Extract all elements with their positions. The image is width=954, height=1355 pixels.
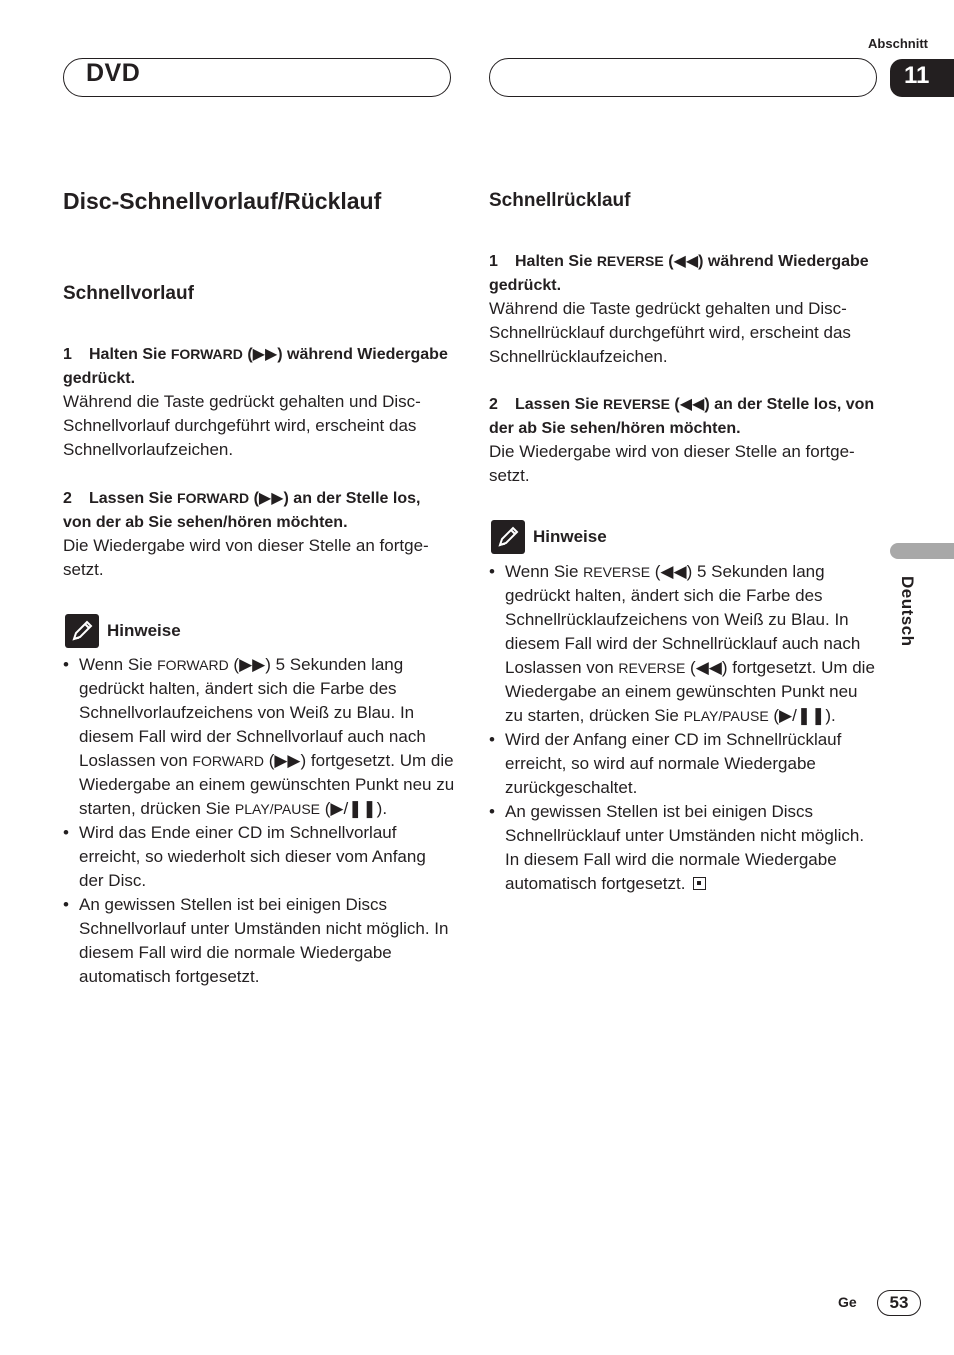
page-heading: Disc-Schnellvorlauf/Rücklauf (63, 188, 382, 214)
key-forward: FORWARD (170, 346, 243, 362)
step-text: während Wiedergabe gedrückt. (63, 346, 448, 387)
reverse-symbol: (◀◀) (668, 253, 704, 270)
bullet-text: (▶▶) 5 Sekunden lang gedrückt halten, ändert sich die Farbe des Schnellvorlaufzeichens von Weiß zu Blau. In diesem Fall wird der Schnellvorlauf auch nach Loslassen von (79, 655, 426, 770)
key-forward: FORWARD (177, 490, 250, 506)
notes-header-left (65, 614, 265, 648)
list-item: • An gewissen Stellen ist bei einigen Discs Schnellvorlauf unter Umständen nicht möglich. In diesem Fall wird die normale Wiedergabe automatisch fortgesetzt. (63, 893, 455, 989)
pencil-note-icon (491, 520, 525, 554)
pencil-note-icon (65, 614, 99, 648)
bullet-text: (▶/❚❚). (320, 799, 388, 818)
list-item: • Wird das Ende einer CD im Schnellvorlauf erreicht, so wiederholt sich dieser vom Anfang der Disc. (63, 821, 455, 893)
section-label: Abschnitt (868, 36, 928, 51)
page-number: 53 (877, 1290, 921, 1316)
step-1-reverse (489, 249, 879, 298)
bullet-text: An gewissen Stellen ist bei einigen Discs Schnellrücklauf unter Umständen nicht möglich. In diesem Fall wird die normale Wiedergabe automatisch fortgesetzt. (505, 802, 865, 893)
step-1-body: Während die Taste gedrückt gehalten und Disc-Schnellvorlauf durchgeführt wird, erscheint das Schnellvorlaufzeichen. (63, 392, 421, 459)
stop-square-icon (693, 877, 706, 890)
bullet-text: (◀◀) fortgesetzt. Um die Wiedergabe an einem gewünschten Punkt neu zu starten, drücken Sie (505, 658, 875, 725)
notes-header-right (491, 520, 691, 554)
key-reverse: REVERSE (596, 253, 664, 269)
step-2-body: Die Wiedergabe wird von dieser Stelle an fortge-setzt. (489, 442, 855, 485)
step-1-forward (63, 342, 453, 391)
forward-symbol: (▶▶) (253, 490, 289, 507)
notes-label: Hinweise (533, 527, 607, 546)
step-text: Lassen Sie (515, 396, 604, 413)
step-number: 1 (63, 346, 72, 363)
step-number: 1 (489, 253, 498, 270)
notes-list-left (63, 653, 455, 989)
language-code: Ge (838, 1294, 857, 1310)
subheading-schnellvorlauf: Schnellvorlauf (63, 283, 194, 304)
bullet-text: Wenn Sie (505, 562, 584, 581)
list-item: • Wird der Anfang einer CD im Schnellrücklauf erreicht, so wird auf normale Wiedergabe zurückgeschaltet. (489, 728, 879, 800)
step-2-reverse (489, 392, 879, 441)
header-pill-left (63, 58, 451, 97)
key-play-pause: PLAY/PAUSE (683, 708, 769, 724)
step-2-body: Die Wiedergabe wird von dieser Stelle an fortge-setzt. (63, 536, 429, 579)
subheading-schnellruecklauf: Schnellrücklauf (489, 190, 631, 211)
list-item (489, 560, 879, 728)
bullet-text: Wenn Sie (79, 655, 158, 674)
step-text: an der Stelle los, von der ab Sie sehen/hören möchten. (489, 396, 875, 437)
key-play-pause: PLAY/PAUSE (234, 801, 320, 817)
header-title: DVD (86, 59, 141, 87)
key-reverse: REVERSE (603, 396, 670, 412)
bullet-text: (▶▶) fortgesetzt. Um die Wiedergabe an einem gewünschten Punkt neu zu starten, drücken Sie (79, 751, 455, 818)
step-text: Halten Sie (89, 346, 171, 363)
step-text: Lassen Sie (89, 490, 178, 507)
step-2-forward (63, 486, 453, 535)
header-pill-right (489, 58, 877, 97)
forward-symbol: (▶▶) (247, 346, 283, 363)
step-1-body: Während die Taste gedrückt gehalten und Disc-Schnellrücklauf durchgeführt wird, erscheint das Schnellrücklaufzeichen. (489, 299, 851, 366)
step-text: an der Stelle los, von der ab Sie sehen/hören möchten. (63, 490, 421, 531)
list-item (63, 653, 455, 821)
list-item (489, 800, 879, 896)
language-label: Deutsch (898, 576, 917, 647)
notes-label: Hinweise (107, 621, 181, 640)
bullet-text: (◀◀) 5 Sekunden lang gedrückt halten, ändert sich die Farbe des Schnellrücklaufzeichens von Weiß zu Blau. In diesem Fall wird der Schnellrücklauf auch nach Loslassen von (505, 562, 861, 677)
language-tab-marker (890, 543, 954, 559)
key-forward: FORWARD (192, 753, 264, 769)
bullet-text: (▶/❚❚). (768, 706, 836, 725)
key-reverse: REVERSE (583, 564, 651, 580)
notes-list-right (489, 560, 879, 896)
step-text: während Wiedergabe gedrückt. (489, 253, 869, 294)
step-text: Halten Sie (515, 253, 597, 270)
key-forward: FORWARD (157, 657, 229, 673)
chapter-tab (890, 59, 954, 97)
key-reverse: REVERSE (618, 660, 686, 676)
step-number: 2 (489, 396, 498, 413)
reverse-symbol: (◀◀) (674, 396, 710, 413)
chapter-number: 11 (904, 62, 930, 89)
step-number: 2 (63, 490, 72, 507)
